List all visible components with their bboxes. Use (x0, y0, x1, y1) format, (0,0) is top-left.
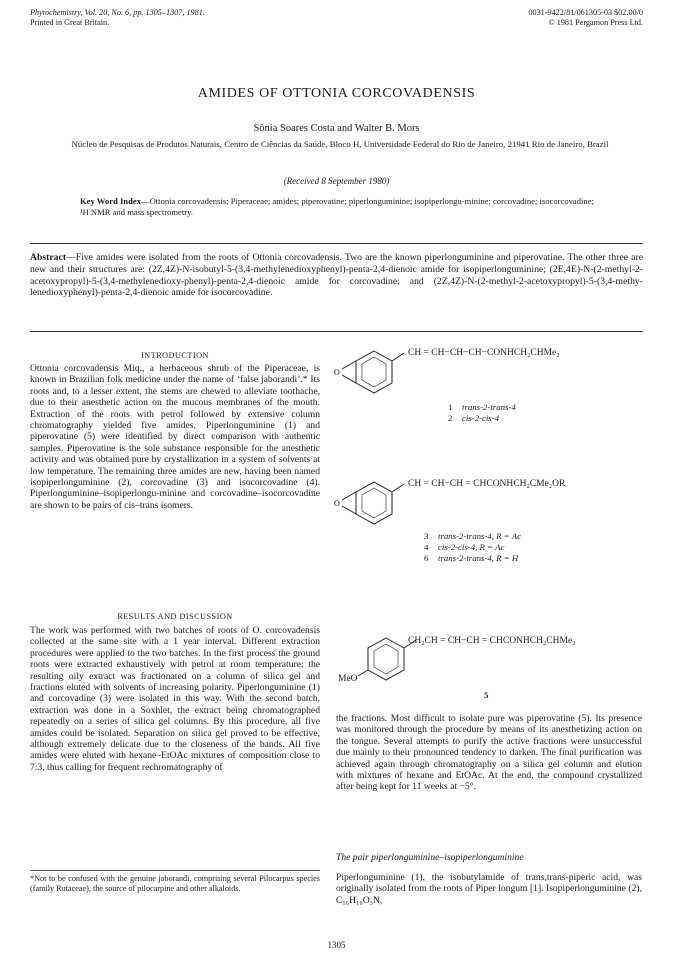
subsection-text: Piperlonguminine (1), the isobutylamide of trans,trans-piperic acid, was originally isolated from the roots of Piper longum [1]. Isopiperlonguminine (2), C₁₆H₁₉O₃N, (336, 872, 642, 906)
structure-label-1: 1 trans-2-trans-4 (448, 402, 516, 412)
structure-5-formula: CH₂CH = CH−CH = CHCONHCH₂CHMe₂ (408, 636, 576, 646)
structure-3-ring (334, 476, 418, 536)
authors: Sônia Soares Costa and Walter B. Mors (253, 123, 420, 134)
journal-codes (528, 8, 643, 28)
structure-1-ring (334, 345, 418, 405)
svg-text:O: O (334, 499, 340, 508)
abstract (30, 252, 643, 299)
introduction-heading: INTRODUCTION (141, 351, 209, 360)
structure-5-substituent: MeO (338, 674, 358, 684)
right-column-text: the fractions. Most difficult to isolate pure was piperovatine (5). Its presence was monitored through the procedure by means of its anesthetizing action on the tongue. Several attempts to purify the active fractions were unsuccessful due mainly to their pronounced tendency to darken. The final purification was achieved again through chromatography on a silica gel column and elution with mixtures of hexane and EtOAc. At the end, the compound crystallized after being kept for 11 weeks at −5°. (336, 713, 642, 793)
paper-title: AMIDES OF OTTONIA CORCOVADENSIS (197, 86, 476, 101)
footnote-rule (30, 870, 320, 871)
structure-label-3: 3 trans-2-trans-4, R = Ac (424, 531, 521, 541)
subsection-heading: The pair piperlonguminine–isopiperlonguminine (336, 852, 524, 863)
structure-label-4: 4 cis-2-cis-4, R = Ac (424, 542, 505, 552)
code-line-1: 0031-9422/81/061305-03 $02.00/0 (528, 8, 643, 17)
structure-label-5: 5 (484, 690, 489, 700)
structure-3-formula: CH = CH−CH = CHCONHCH₂CMe₂OR (408, 479, 566, 489)
received-date: (Received 8 September 1980) (283, 176, 390, 186)
structure-1-labels (448, 402, 516, 424)
journal-citation (30, 8, 205, 28)
introduction-text: Ottonia corcovadensis Miq., a herbaceous shrub of the Piperaceae, is known in Brazilian folk medicine under the name of ‘false jaborandi’.* Its roots and, to a lesser extent, the stems are chewed to alleviate toothache, due to their anesthetic action on the mucous membranes of the mouth. Extraction of the roots with petrol followed by extensive column chromatography yielded five amides. Piperlonguminine (1) and piperovatine (5) were identified by direct comparison with authentic samples. Piperovatine is the sole substance responsible for the anesthetic activity and was obtained pure by crystallization in a system of solvents at low temperature. The remaining three amides are new, having been named isopiperlonguminine (2), corcovadine (3) and isocorcovadine (4). Piperlonguminine–isopiperlongu-minine and corcovadine–isocorcovadine are shown to be pairs of cis–trans isomers. (30, 363, 320, 511)
journal-line-2: Printed in Great Britain. (30, 18, 110, 27)
svg-text:O: O (334, 368, 340, 377)
structure-label-2: 2 cis-2-cis-4 (448, 413, 500, 423)
results-text: The work was performed with two batches of roots of O. corcovadensis collected at the same site with a 1 year interval. Different extraction procedures were applied to the two batches. In the first process the ground roots were extracted exhaustively with petrol at room temperature; the resulting oily extract was fractionated on a column of silica gel and fractions eluted with solvents of increasing polarity. Piperlonguminine (1) and corcovadine (3) were isolated in this way. With the second batch, extraction was done in a Soxhlet, the extract being chromatographed repeatedly on a series of silica gel columns. By this procedure, all five amides could be isolated. Separation on silica gel proved to be effective, although extremely delicate due to the closeness of the bands. All five amides were eluted with hexane–EtOAc mixtures of composition close to 7:3, thus calling for frequent rechromatography of (30, 625, 320, 773)
structure-1-formula: CH = CH−CH−CH−CONHCH₂CHMe₂ (408, 348, 560, 358)
results-heading: RESULTS AND DISCUSSION (117, 612, 233, 621)
abstract-label: Abstract (30, 252, 67, 263)
structure-label-6: 6 trans-2-trans-4, R = H (424, 553, 519, 563)
structure-3-labels (424, 531, 521, 564)
rule-bottom (30, 331, 643, 332)
journal-line-1: Phytochemistry, Vol. 20, No. 6, pp. 1305–1307, 1981. (30, 8, 205, 17)
rule-top (30, 243, 643, 244)
keyword-label: Key Word Index (80, 196, 141, 206)
keyword-text: —Ottonia corcovadensis; Piperaceae; amides; piperovatine; piperlonguminine; isopiperlongu-minine; corcovadine; isocorcovadine; ¹H NMR and mass spectrometry. (80, 196, 594, 217)
abstract-text: —Five amides were isolated from the roots of Ottonia corcovadensis. Two are the known piperlonguminine and piperovatine. The other three are new and their structures are: (2Z,4Z)-N-isobutyl-5-(3,4-methylenedioxyphenyl)-penta-2,4-dienoic amide for isopiperlonguminine; (2E,4E)-N-(2-methyl-2-acetoxypropyl)-5-(3,4-methylenedioxy-phenyl)-penta-2,4-dienoic amide for corcovadine; and (2Z,4Z)-N-(2-methyl-2-acetoxypropyl)-5-(3,4-methy-lenedioxyphenyl)-penta-2,4-dienoic amide for isocorcovadine. (30, 252, 643, 299)
footnote: *Not to be confused with the genuine jaborandi, comprising several Pilocarpus species (family Rutaceae), the source of pilocarpine and other alkaloids. (30, 874, 320, 894)
keyword-index (80, 196, 600, 218)
page-number: 1305 (327, 940, 346, 950)
affiliation: Núcleo de Pesquisas de Produtos Naturais, Centro de Ciências da Saúde, Bloco H, Universidade Federal do Rio de Janeiro, 21941 Rio de Janeiro, Brazil (71, 139, 609, 149)
code-line-2: © 1981 Pergamon Press Ltd. (548, 18, 643, 27)
